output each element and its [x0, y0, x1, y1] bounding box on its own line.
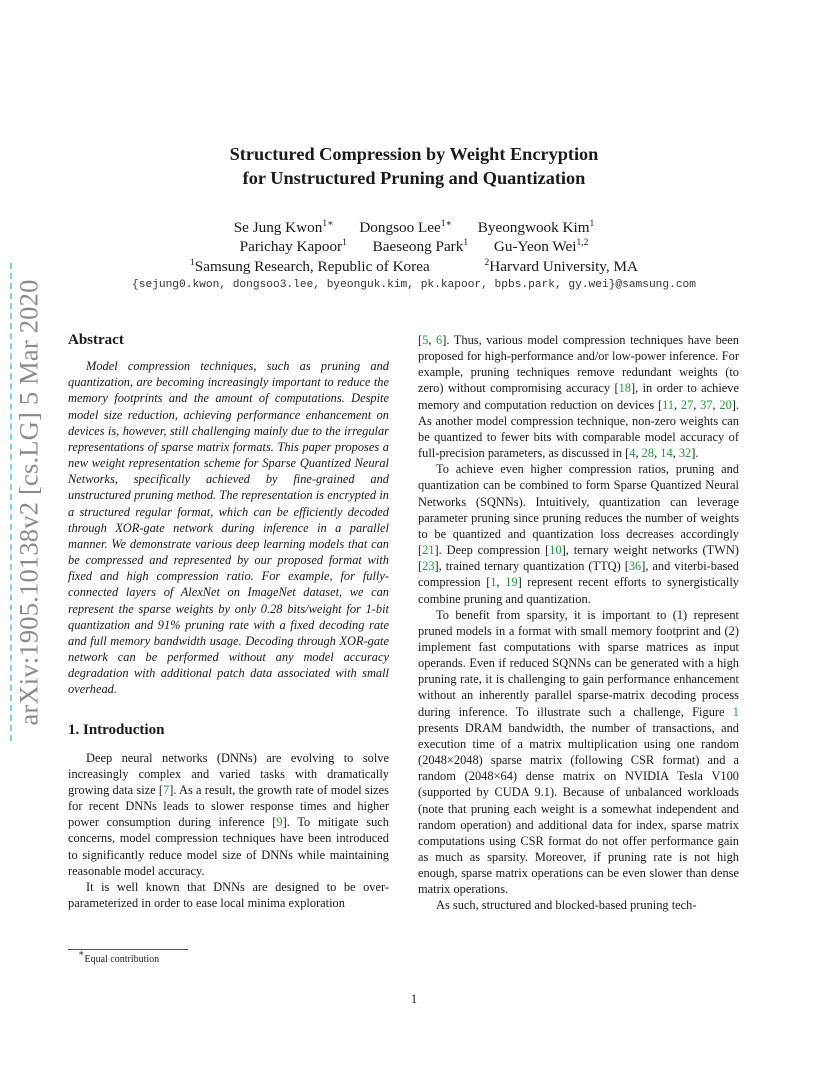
citation-link[interactable]: 27 [680, 397, 694, 412]
citation-link[interactable]: 36 [628, 559, 642, 574]
arxiv-identifier-stamp [10, 263, 46, 741]
author: Gu-Yeon Wei$^{1,2}$ [493, 238, 589, 255]
citation-link[interactable]: 10 [549, 543, 562, 558]
citation-link[interactable]: 4 [629, 446, 636, 461]
citation-link[interactable]: 1 [490, 575, 497, 590]
title-line-1: Structured Compression by Weight Encryption [229, 144, 599, 164]
paragraph: To benefit from sparsity, it is important to (1) represent pruned models in a format with small memory footprint and (2) implement fast computations with sparse matrices as input operands. Even if reduced SQNNs can be generated with a high pruning rate, it is challenging to gain performance enhancement without an inherently parallel sparse-matrix decoding process during inference. To illustrate such a challenge, Figure 1 presents DRAM bandwidth, the number of transactions, and execution time of a matrix multiplication using one random (2048×2048) sparse matrix (following CSR format) and a random (2048×64) dense matrix on NVIDIA Tesla V100 (supported by CUDA 9.1). Because of unbalanced workloads (note that pruning each weight is a somewhat independent and random operation) and additional data for index, sparse matrix computations using CSR format do not offer performance gain as much as sparsity. Moreover, if pruning rate is not high enough, sparse matrix operations can be even slower than dense matrix operations. [418, 607, 739, 897]
paragraph: [5, 6]. Thus, various model compression techniques have been proposed for high-performance and/or low-power inference. For example, pruning techniques remove redundant weights (to zero) without compromising accuracy [18], in order to achieve memory and computation reduction on devices [11, 27, 37, 20]. As another model compression technique, non-zero weights can be quantized to fewer bits with comparable model accuracy of full-precision parameters, as discussed in [4, 28, 14, 32]. [418, 333, 740, 461]
figure-reference-link[interactable]: 1 [732, 704, 739, 719]
paragraph: As such, structured and blocked-based pruning tech- [436, 898, 697, 913]
introduction-heading: 1. Introduction [68, 722, 165, 739]
citation-link[interactable]: 7 [163, 782, 170, 797]
citation-link[interactable]: 6 [436, 333, 443, 347]
affiliation-row [0, 258, 828, 276]
title-line-2: for Unstructured Pruning and Quantization [242, 168, 586, 188]
abstract-body: Model compression techniques, such as pruning and quantization, are becoming increasingly important to reduce the memory footprints and the amount of computations. Despite model size reduction, achieving performance enhancement on devices is, however, still challenging mainly due to the irregular representations of sparse matrix formats. This paper proposes a new weight representation scheme for Sparse Quantized Neural Networks, specifically achieved by fine-grained and unstructured pruning method. The representation is encrypted in a structured regular format, which can be efficiently decoded through XOR-gate network during inference in a parallel manner. We demonstrate various deep learning models that can be compressed and represented by our proposed format with fixed and high compression ratio. For example, for fully-connected layers of AlexNet on ImageNet dataset, we can represent the sparse weights by only 0.28 bits/weight for 1-bit quantization and 91% pruning rate with a fixed decoding rate and full memory bandwidth usage. Decoding through XOR-gate network can be performed without any model accuracy degradation with additional patch data associated with small overhead. [68, 359, 389, 697]
citation-link[interactable]: 21 [422, 543, 435, 558]
author-row-1 [0, 219, 828, 237]
footnote: ∗Equal contribution [78, 949, 160, 965]
citation-link[interactable]: 14 [660, 446, 673, 461]
citation-link[interactable]: 9 [276, 815, 283, 830]
author: Baeseong Park$^1$ [372, 238, 469, 255]
citation-link[interactable]: 20 [719, 397, 732, 412]
citation-link[interactable]: 37 [700, 397, 713, 412]
citation-link[interactable]: 28 [641, 446, 655, 461]
intro-paragraph-2: It is well known that DNNs are designed to be over-parameterized in order to ease local minima exploration [68, 879, 389, 910]
citation-link[interactable]: 23 [422, 559, 435, 574]
intro-paragraph-1: Deep neural networks (DNNs) are evolving to solve increasingly complex and varied tasks with dramatically growing data size [7]. As a result, the growth rate of model sizes for recent DNNs leads to slower response times and higher power consumption during inference [9]. To mitigate such concerns, model compression techniques have been introduced to significantly reduce model size of DNNs while maintaining reasonable model accuracy. [68, 750, 390, 878]
paragraph: To achieve even higher compression ratios, pruning and quantization can be combined to form Sparse Quantized Neural Networks (SQNNs). Intuitively, quantization can leverage parameter pruning since pruning reduces the number of weights to be quantized and quantization loss decreases accordingly [21]. Deep compression [10], ternary weight networks (TWN) [23], trained ternary quantization (TTQ) [36], and viterbi-based compression [1, 19] represent recent efforts to synergistically combine pruning and quantization. [418, 462, 740, 606]
right-column [418, 332, 739, 914]
affiliation: $^1$Samsung Research, Republic of Korea [190, 258, 430, 275]
paper-title [0, 142, 828, 190]
left-column [68, 332, 389, 911]
page-number: 1 [410, 992, 418, 1006]
citation-link[interactable]: 5 [422, 333, 429, 347]
affiliation: $^2$Harvard University, MA [484, 258, 638, 275]
author: Dongsoo Lee$^{1∗}$ [359, 219, 452, 236]
citation-link[interactable]: 11 [662, 397, 675, 412]
citation-link[interactable]: 19 [505, 575, 518, 590]
author: Parichay Kapoor$^1$ [239, 238, 347, 255]
arxiv-identifier-text: arXiv:1905.10138v2 [cs.LG] 5 Mar 2020 [13, 278, 44, 726]
footnote-divider [68, 949, 188, 950]
author-emails: {sejung0.kwon, dongsoo3.lee, byeonguk.kim, pk.kapoor, bpbs.park, gy.wei}@samsung.com [132, 279, 696, 291]
author: Byeongwook Kim$^1$ [477, 219, 595, 236]
citation-link[interactable]: 32 [678, 446, 692, 461]
abstract-heading: Abstract [68, 332, 124, 348]
author-row-2 [0, 238, 828, 256]
citation-link[interactable]: 18 [618, 381, 631, 396]
author: Se Jung Kwon$^{1∗}$ [233, 219, 334, 236]
